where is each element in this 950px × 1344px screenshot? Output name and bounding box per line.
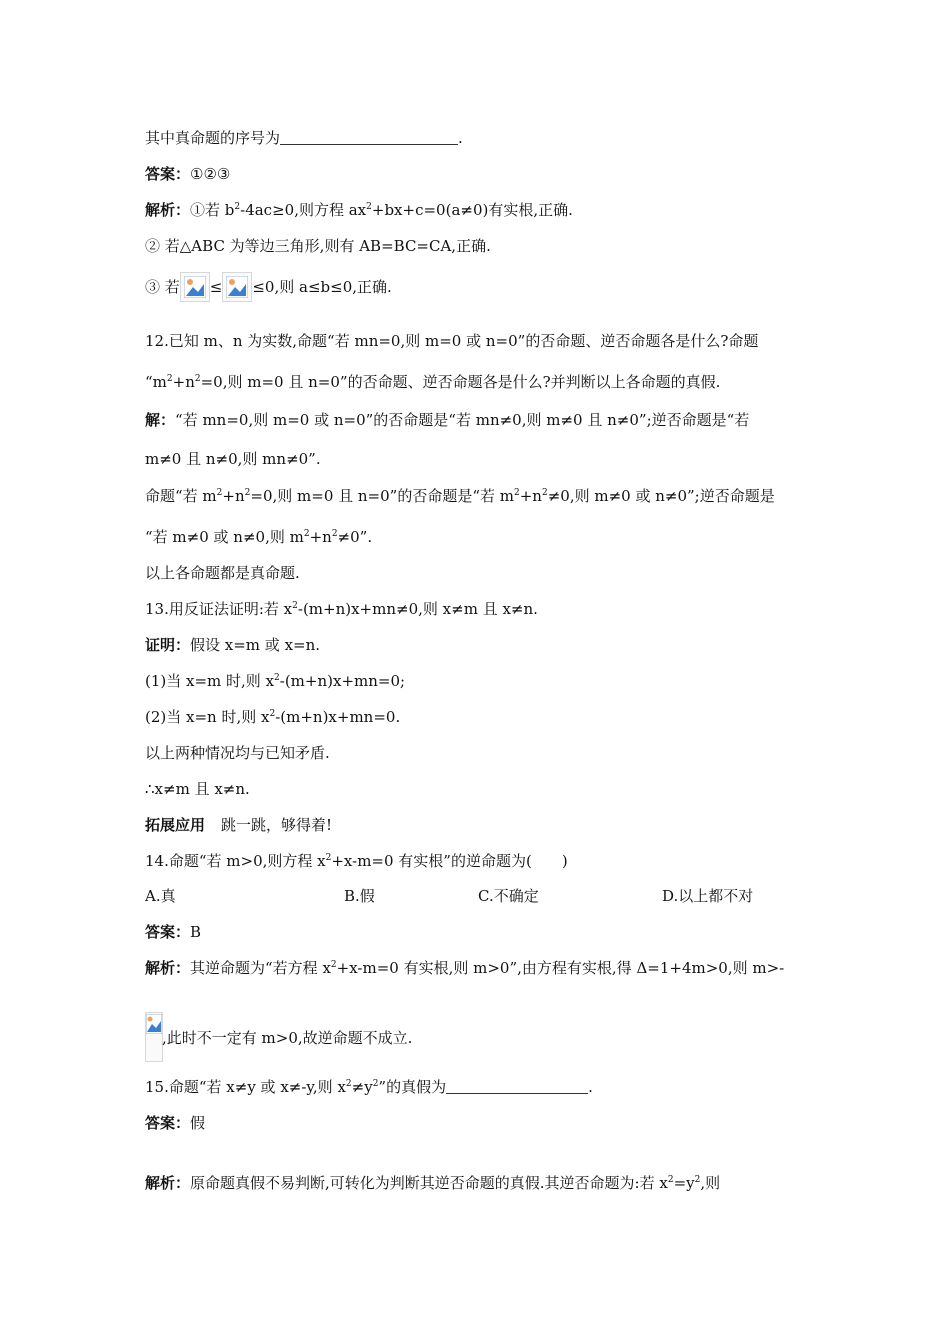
solution-12-cont: m≠0 且 n≠0,则 mn≠0”. xyxy=(145,450,321,468)
analysis-line: 解析：①若 $b^2-4ac\ge 0$,则方程 $ax^2+bx+c=0(a\ne 0)$有实根,正确. xyxy=(145,201,573,219)
answer-blank xyxy=(280,144,458,145)
solution-12-conclusion: 以上各命题都是真命题. xyxy=(145,564,300,582)
proof-13: 证明：假设 x=m 或 x=n. xyxy=(145,636,321,654)
proof-13-case-2: (2)当 x=n 时,则 $x^2-(m+n)x+mn=0$. xyxy=(145,708,401,726)
answer-15: 答案：假 xyxy=(145,1114,206,1132)
answer-14: 答案：B xyxy=(145,923,202,941)
section-heading: 拓展应用 跳一跳，够得着! xyxy=(145,816,333,834)
image-placeholder-icon xyxy=(222,272,252,302)
analysis-15: 解析：原命题真假不易判断,可转化为判断其逆否命题的真假.其逆否命题为:若 $x^2=y^2$,则 xyxy=(145,1174,721,1192)
question-12-cont: “$m^2+n^2=0$,则 m=0 且 n=0”的否命题、逆否命题各是什么?并判断以上各命题的真假. xyxy=(145,373,721,391)
solution-12-line-3: 命题“若 $m^2+n^2=0$,则 m=0 且 n=0”的否命题是“若 $m^2+n^2\ne 0$,则 m≠0 或 n≠0”;逆否命题是 xyxy=(145,487,775,505)
option-a: A.真 xyxy=(145,887,176,905)
proof-13-contradiction: 以上两种情况均与已知矛盾. xyxy=(145,744,330,762)
solution-12-line-4: “若 m≠0 或 n≠0,则 $m^2+n^2\ne 0$”. xyxy=(145,528,373,546)
proof-13-conclusion: ∴x≠m 且 x≠n. xyxy=(145,780,250,798)
answer-blank xyxy=(446,1093,588,1094)
image-placeholder-icon xyxy=(180,272,210,302)
analysis-line-3: ③ 若 ≤ ≤0,则 a≤b≤0,正确. xyxy=(145,272,392,302)
analysis-line-2: ② 若△ABC 为等边三角形,则有 AB=BC=CA,正确. xyxy=(145,237,491,255)
option-c: C.不确定 xyxy=(478,887,539,905)
option-d: D.以上都不对 xyxy=(662,887,754,905)
solution-12: 解：“若 mn=0,则 m=0 或 n=0”的否命题是“若 mn≠0,则 m≠0 且 n≠0”;逆否命题是“若 xyxy=(145,411,750,429)
question-12: 12.已知 m、n 为实数,命题“若 mn=0,则 m=0 或 n=0”的否命题、逆否命题各是什么?命题 xyxy=(145,332,759,350)
analysis-14: 解析：其逆命题为“若方程 $x^2+x-m=0$ 有实根,则 m>0”,由方程有实根,得 Δ=1+4m>0,则 m>- xyxy=(145,959,785,977)
analysis-14-cont: ,此时不一定有 m>0,故逆命题不成立. xyxy=(162,1029,413,1047)
answer-line: 答案：①②③ xyxy=(145,165,231,183)
option-b: B.假 xyxy=(344,887,375,905)
question-13: 13.用反证法证明:若 $x^2-(m+n)x+mn\ne 0$,则 x≠m 且 x≠n. xyxy=(145,600,538,618)
fraction-image-icon xyxy=(145,1012,163,1062)
line-blank-question: 其中真命题的序号为 . xyxy=(145,129,463,147)
proof-13-case-1: (1)当 x=m 时,则 $x^2-(m+n)x+mn=0$; xyxy=(145,672,406,690)
question-15: 15.命题“若 x≠y 或 x≠-y,则 $x^2\ne y^2$”的真假为 . xyxy=(145,1078,593,1096)
question-14: 14.命题“若 m>0,则方程 $x^2+x-m=0$ 有实根”的逆命题为( ) xyxy=(145,852,568,870)
